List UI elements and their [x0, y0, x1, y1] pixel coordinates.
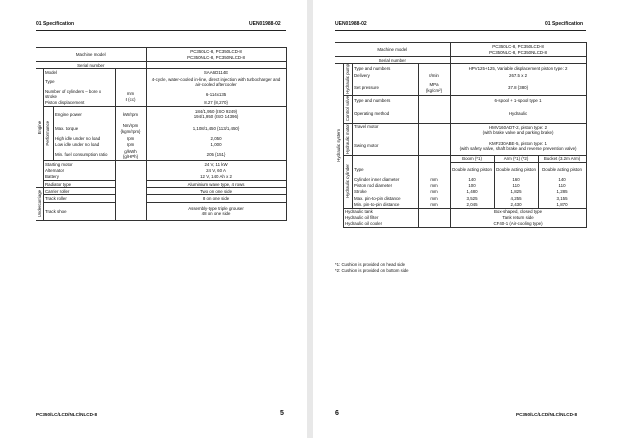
row-value: SAA6D114E — [146, 69, 286, 76]
row-value: Box-shaped, closed type — [450, 208, 586, 215]
serial-number-label: Serial number — [36, 62, 146, 69]
row-unit — [115, 148, 146, 161]
travel-motor-value-1: HMV160ADT-2, piston type: 2 — [488, 125, 548, 131]
motor-group-label: Hydraulic motor — [344, 123, 350, 154]
machine-model-row — [36, 48, 286, 62]
cell-value: 1,285 — [538, 189, 586, 195]
table-row — [36, 75, 286, 88]
machine-model-label: Machine model — [36, 48, 146, 62]
cylinder-group-label: Hydraulic cylinder — [344, 164, 350, 199]
hydraulic-system-group-label: Hydraulic system — [336, 128, 342, 162]
row-unit — [418, 80, 450, 96]
table-row — [36, 161, 286, 168]
row-label: Low idle under no load — [53, 142, 115, 148]
machine-model-value-1: PC350LC-8, PC350LCD-8 — [190, 49, 242, 55]
row-label: Starting motor — [43, 161, 115, 168]
serial-number-value — [450, 57, 586, 64]
row-label: Max. pin-to-pin distance — [352, 195, 418, 201]
section-title: 01 Specification — [36, 21, 75, 27]
table-row — [36, 188, 286, 195]
row-label: Delivery — [352, 72, 418, 80]
engine-spec-table — [36, 47, 287, 221]
table-row — [36, 174, 286, 181]
row-value: 24 V, 11 kW — [146, 161, 286, 168]
row-value: Tank return side — [450, 215, 586, 221]
cell-value: 3,155 — [538, 195, 586, 201]
row-label: Operating method — [352, 105, 418, 123]
row-value: 1,108/1,450 {113/1,450} — [146, 122, 286, 136]
cell-value: 110 — [494, 183, 538, 189]
engine-power-value-2: 194/1,950 (ISO 14396) — [193, 114, 239, 120]
track-shoe-value-2: 48 on one side — [201, 211, 231, 217]
cell-value: Double acting piston — [494, 163, 538, 177]
row-label: Hydraulic oil filter — [343, 215, 418, 221]
cell-value: 1,870 — [538, 201, 586, 208]
page-number: 6 — [335, 410, 339, 417]
table-row — [36, 148, 286, 161]
row-label: Min. fuel consumption ratio — [53, 148, 115, 161]
table-row — [335, 155, 586, 162]
page-number: 5 — [280, 410, 284, 417]
machine-model-label: Machine model — [335, 43, 450, 57]
table-row — [335, 163, 586, 177]
footnote-1: *1: Cushion is provided on head side — [335, 262, 405, 267]
table-row — [36, 69, 286, 76]
column-header-arm: Arm (*1) (*2) — [494, 155, 538, 162]
row-label: Cylinder inner diameter — [352, 177, 418, 183]
row-value: 1,000 — [146, 142, 286, 148]
cell-value: 160 — [494, 177, 538, 183]
pump-group-label: Hydraulic pump — [344, 64, 350, 95]
hydraulic-spec-table — [335, 42, 587, 228]
row-unit: rpm — [115, 136, 146, 142]
swing-motor-value-1: KMF230ABE-5, piston type: 1 — [489, 140, 547, 146]
row-label: Piston rod diameter — [352, 183, 418, 189]
travel-motor-value-2: (with brake valve and parking brake) — [482, 130, 554, 136]
serial-number-value — [146, 62, 286, 69]
table-row — [335, 80, 586, 96]
fuel-unit-1: g/kWh — [124, 148, 137, 154]
table-row — [335, 201, 586, 208]
unit-spacer — [115, 161, 146, 220]
row-unit: rpm — [115, 142, 146, 148]
swing-motor-value-2: (with safety valve, shaft brake and reverse prevention valve) — [459, 146, 577, 152]
row-value: Hydraulic — [450, 105, 586, 123]
row-value: 24 V, 60 A — [146, 168, 286, 174]
torque-unit-1: Nm/rpm — [122, 123, 139, 129]
cell-value: 3,525 — [450, 195, 494, 201]
row-label: Travel motor — [352, 123, 418, 137]
machine-model-value-2: PC350NLC-8, PC350NLCD-8 — [187, 54, 245, 60]
cell-value: 2,045 — [450, 201, 494, 208]
row-label: Type — [352, 163, 418, 177]
row-unit: mm — [418, 177, 450, 183]
cell-value: 140 — [450, 177, 494, 183]
row-label: Engine power — [53, 107, 115, 122]
row-value: 6-114x135 — [146, 88, 286, 99]
row-label: Set pressure — [352, 80, 418, 96]
row-label: Carrier roller — [43, 188, 115, 195]
machine-model-value — [146, 48, 286, 62]
row-label: Track shoe — [43, 202, 115, 220]
footer-model: PC350/LC/LCD/NLC/NLCD-8 — [516, 412, 577, 417]
footer-model: PC350/LC/LCD/NLC/NLCD-8 — [36, 412, 97, 417]
cell-value: 1,825 — [494, 189, 538, 195]
row-unit — [418, 155, 450, 176]
header-rule — [36, 30, 286, 31]
row-value: Two on one side — [146, 188, 286, 195]
row-label: Alternator — [43, 168, 115, 174]
row-value — [450, 137, 586, 155]
right-page — [313, 0, 620, 438]
row-value: 8 on one side — [146, 195, 286, 202]
fuel-unit-2: {g/HPh} — [122, 154, 139, 160]
table-row — [335, 105, 586, 123]
document-code: UEN01988-02 — [249, 21, 281, 27]
row-value: 8.27 {8,270} — [146, 100, 286, 107]
serial-number-label: Serial number — [335, 57, 450, 64]
row-value: HPV125+125, Variable displacement piston type: 2 — [450, 64, 586, 72]
cell-value: 1,480 — [450, 189, 494, 195]
torque-unit-2: {kgm/rpm} — [120, 128, 141, 134]
row-label: Model — [43, 69, 115, 76]
row-unit — [418, 96, 450, 123]
table-row — [36, 202, 286, 220]
table-row — [36, 122, 286, 136]
row-value: CF40-1 (Air-cooling type) — [450, 221, 586, 228]
row-value: 6-spool + 1-spool type 1 — [450, 96, 586, 105]
table-row — [335, 72, 586, 80]
header-rule — [335, 30, 586, 31]
row-label — [352, 155, 418, 162]
row-label: Battery — [43, 174, 115, 181]
machine-model-row — [335, 43, 586, 57]
column-header-bucket: Bucket (3.2m Arm) — [538, 155, 586, 162]
valve-group-cell — [343, 96, 352, 123]
performance-group-cell — [43, 107, 53, 161]
row-value: 267.5 x 2 — [450, 72, 586, 80]
serial-number-row — [335, 57, 586, 64]
left-page — [0, 0, 307, 438]
row-label: Radiator type — [43, 181, 115, 188]
pressure-unit-1: MPa — [429, 82, 439, 88]
row-unit: mm — [418, 189, 450, 195]
row-value: 4-cycle, water-cooled in-line, direct injection with turbocharger and air-cooled aftercooler — [146, 75, 286, 88]
row-label: Stroke — [352, 189, 418, 195]
cylinders-unit: mm — [126, 91, 135, 97]
row-value: 2,050 — [146, 136, 286, 142]
row-value — [146, 202, 286, 220]
row-label: Swing motor — [352, 137, 418, 155]
row-unit: kW/rpm — [115, 107, 146, 122]
row-label: Hydraulic oil cooler — [343, 221, 418, 228]
engine-group-label: Engine — [36, 120, 42, 135]
row-label: Type and numbers — [352, 64, 418, 72]
cell-value: 110 — [538, 183, 586, 189]
row-value — [450, 123, 586, 137]
cell-value: 100 — [450, 183, 494, 189]
machine-model-value — [450, 43, 586, 57]
table-row — [36, 88, 286, 99]
undercarriage-group-label: Undercarriage — [36, 189, 42, 217]
row-label: Min. pin-to-pin distance — [352, 201, 418, 208]
row-unit: mm — [418, 195, 450, 201]
table-row — [335, 64, 586, 72]
row-label: Track roller — [43, 195, 115, 202]
table-row — [335, 137, 586, 155]
table-row — [36, 100, 286, 107]
valve-group-label: Control valve — [344, 96, 350, 122]
pump-group-cell — [343, 64, 352, 96]
engine-power-value-1: 184/1,950 (ISO 9249) — [194, 109, 238, 115]
engine-group-cell — [36, 69, 43, 188]
performance-group-label: Performance — [45, 120, 51, 146]
cell-value: Double acting piston — [538, 163, 586, 177]
row-unit — [418, 123, 450, 155]
footnote-2: *2: Cushion is provided on bottom side — [335, 268, 409, 273]
table-row — [335, 96, 586, 105]
serial-number-row — [36, 62, 286, 69]
row-label: Hydraulic tank — [343, 208, 418, 215]
row-label: Piston displacement — [43, 100, 115, 107]
row-unit — [115, 122, 146, 136]
motor-group-cell — [343, 123, 352, 155]
document-code: UEN01988-02 — [335, 21, 367, 27]
section-title: 01 Specification — [545, 21, 584, 27]
pressure-unit-2: {kg/cm²} — [425, 87, 443, 93]
table-row — [335, 208, 586, 215]
track-shoe-value-1: Assembly-type triple grouser — [188, 205, 244, 211]
row-unit: mm — [418, 183, 450, 189]
row-unit — [418, 208, 450, 228]
cell-value: Double acting piston — [450, 163, 494, 177]
cell-value: 2,430 — [494, 201, 538, 208]
table-row — [36, 181, 286, 188]
table-row — [36, 107, 286, 122]
row-value — [146, 107, 286, 122]
machine-model-value-2: PC350NLC-8, PC350NLCD-8 — [489, 49, 547, 55]
row-unit-block — [115, 69, 146, 107]
table-row — [335, 123, 586, 137]
row-label: Max. torque — [53, 122, 115, 136]
row-label: Type and numbers — [352, 96, 418, 105]
row-label: High idle under no load — [53, 136, 115, 142]
row-value: 37.8 {380} — [450, 80, 586, 96]
cell-value: 140 — [538, 177, 586, 183]
cell-value: 4,255 — [494, 195, 538, 201]
row-value: 12 V, 140 Ah x 2 — [146, 174, 286, 181]
row-value: Aluminium wave type, 4 rows — [146, 181, 286, 188]
table-row — [36, 195, 286, 202]
machine-model-value-1: PC350LC-8, PC350LCD-8 — [492, 44, 544, 50]
row-value: 205 {151} — [146, 148, 286, 161]
row-label: Type — [43, 75, 115, 88]
undercarriage-group-cell — [36, 188, 43, 220]
hydraulic-system-group-cell — [335, 64, 343, 228]
row-unit — [418, 64, 450, 72]
row-unit: ℓ/min — [418, 72, 450, 80]
displacement-unit: ℓ (cc) — [125, 96, 136, 102]
cylinder-group-cell — [343, 155, 352, 208]
row-unit: mm — [418, 201, 450, 208]
column-header-boom: Boom (*1) — [450, 155, 494, 162]
row-label: Number of cylinders – bore x stroke — [43, 88, 115, 99]
table-row — [335, 221, 586, 228]
